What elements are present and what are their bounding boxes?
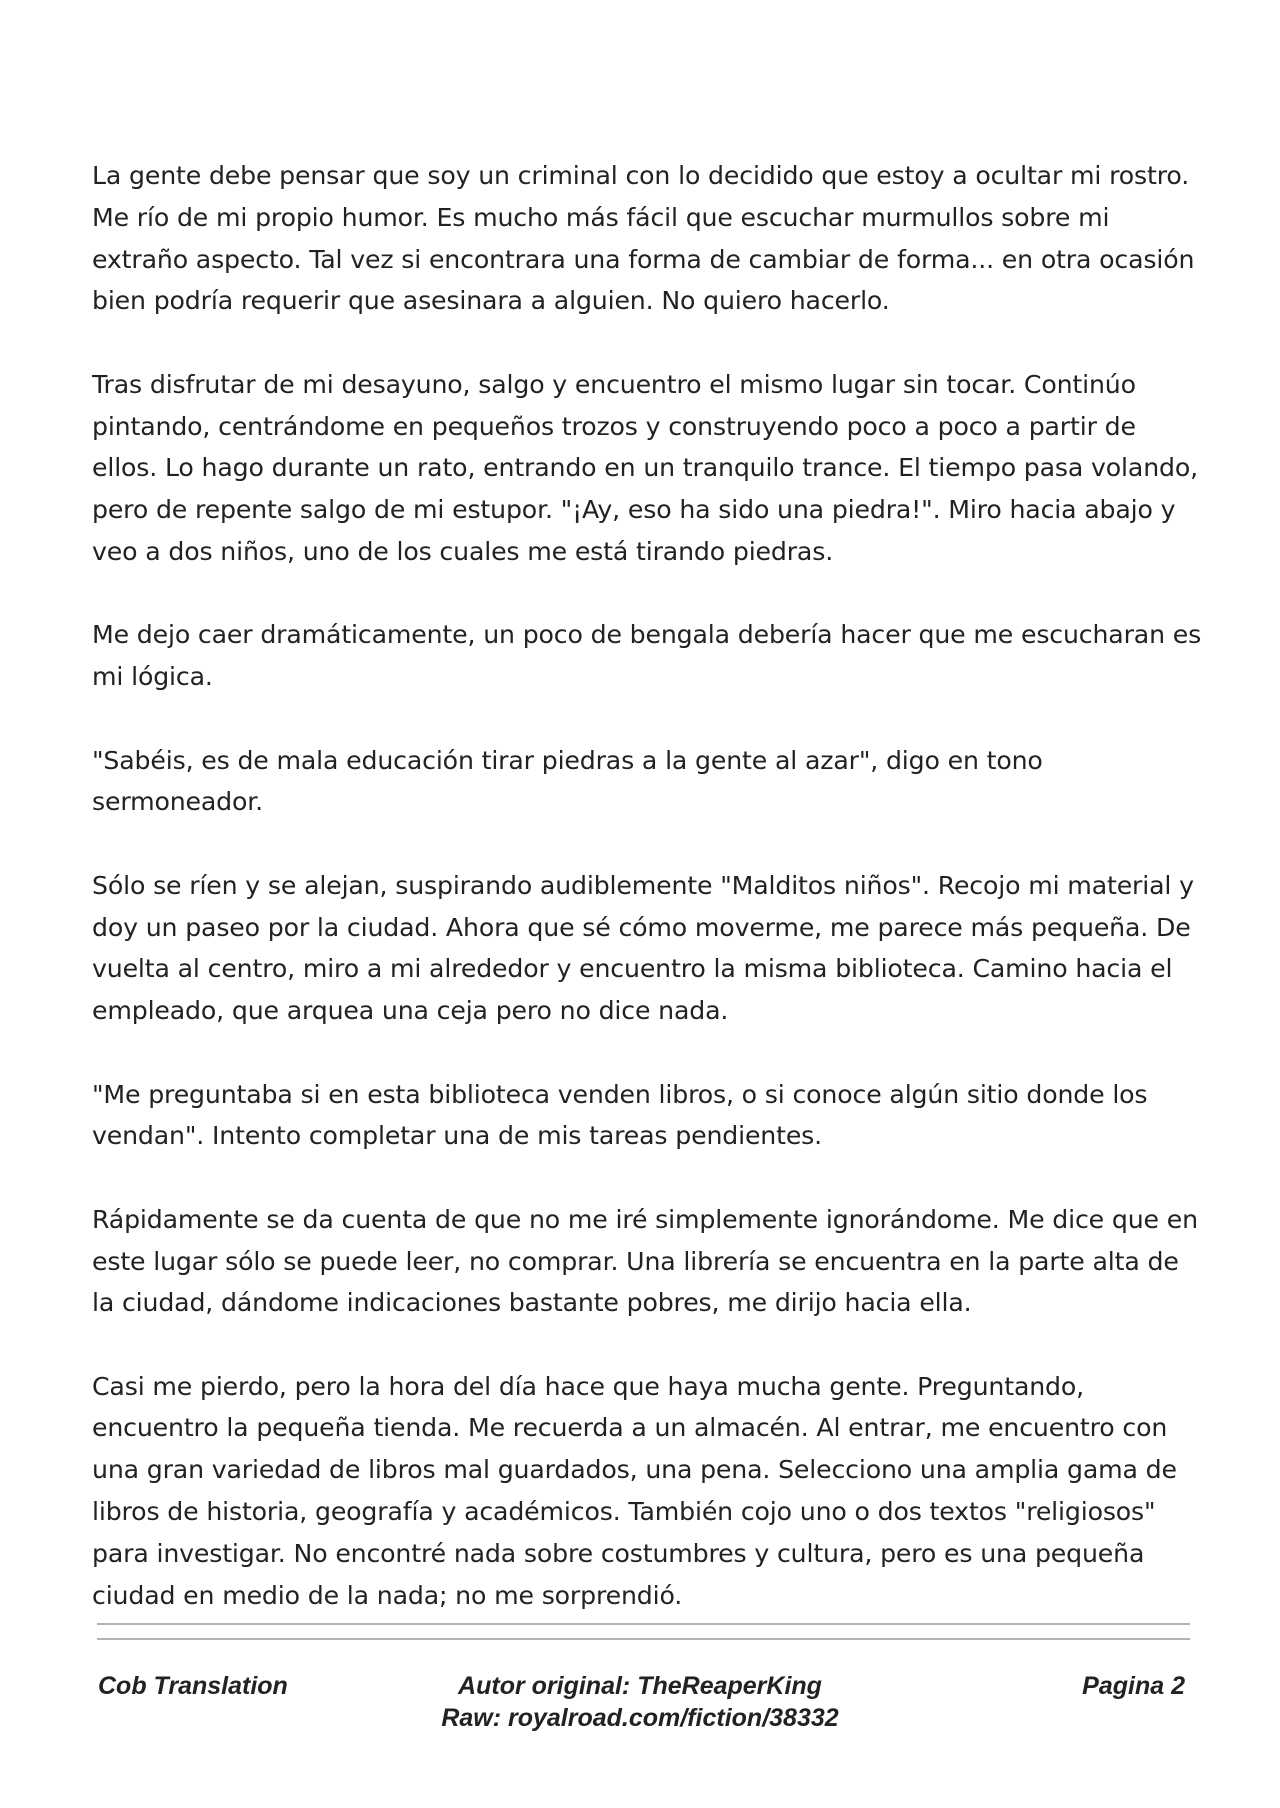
footer-divider-top: [97, 1623, 1190, 1625]
document-body: [92, 155, 1202, 1658]
paragraph: Casi me pierdo, pero la hora del día hace que haya mucha gente. Preguntando, encuentro la pequeña tienda. Me recuerda a un almacén. Al entrar, me encuentro con una gran variedad de libros mal guardados, una pena. Selecciono una amplia gama de libros de historia, geografía y académicos. También cojo uno o dos textos "religiosos" para investigar. No encontré nada sobre costumbres y cultura, pero es una pequeña ciudad en medio de la nada; no me sorprendió.: [92, 1371, 1177, 1610]
paragraph: "Sabéis, es de mala educación tirar piedras a la gente al azar", digo en tono sermoneador.: [92, 745, 1043, 817]
footer-divider-bottom: [97, 1638, 1190, 1640]
paragraph: Rápidamente se da cuenta de que no me iré simplemente ignorándome. Me dice que en este lugar sólo se puede leer, no comprar. Una librería se encuentra en la parte alta de la ciudad, dándome indicaciones bastante pobres, me dirijo hacia ella.: [92, 1204, 1198, 1318]
paragraph: "Me preguntaba si en esta biblioteca venden libros, o si conoce algún sitio donde los vendan". Intento completar una de mis tareas pendientes.: [92, 1079, 1148, 1151]
paragraph: La gente debe pensar que soy un criminal con lo decidido que estoy a ocultar mi rostro. Me río de mi propio humor. Es mucho más fácil que escuchar murmullos sobre mi extraño aspecto. Tal vez si encontrara una forma de cambiar de forma... en otra ocasión bien podría requerir que asesinara a alguien. No quiero hacerlo.: [92, 161, 1195, 316]
footer-raw-source: Raw: royalroad.com/fiction/38332: [441, 1704, 839, 1732]
paragraph: Sólo se ríen y se alejan, suspirando audiblemente "Malditos niños". Recojo mi material y doy un paseo por la ciudad. Ahora que sé cómo moverme, me parece más pequeña. De vuelta al centro, miro a mi alrededor y encuentro la misma biblioteca. Camino hacia el empleado, que arquea una ceja pero no dice nada.: [92, 870, 1194, 1026]
footer-source-info: [441, 1670, 838, 1734]
paragraph: Tras disfrutar de mi desayuno, salgo y encuentro el mismo lugar sin tocar. Continúo pintando, centrándome en pequeños trozos y construyendo poco a poco a partir de ellos. Lo hago durante un rato, entrando en un tranquilo trance. El tiempo pasa volando, pero de repente salgo de mi estupor. "¡Ay, eso ha sido una piedra!". Miro hacia abajo y veo a dos niños, uno de los cuales me está tirando piedras.: [92, 369, 1198, 566]
footer-original-author: Autor original: TheReaperKing: [458, 1672, 822, 1700]
footer-translator-credit: Cob Translation: [98, 1672, 288, 1700]
footer-page-number: Pagina 2: [1082, 1672, 1185, 1700]
paragraph: Me dejo caer dramáticamente, un poco de bengala debería hacer que me escucharan es mi lógica.: [92, 620, 1202, 692]
